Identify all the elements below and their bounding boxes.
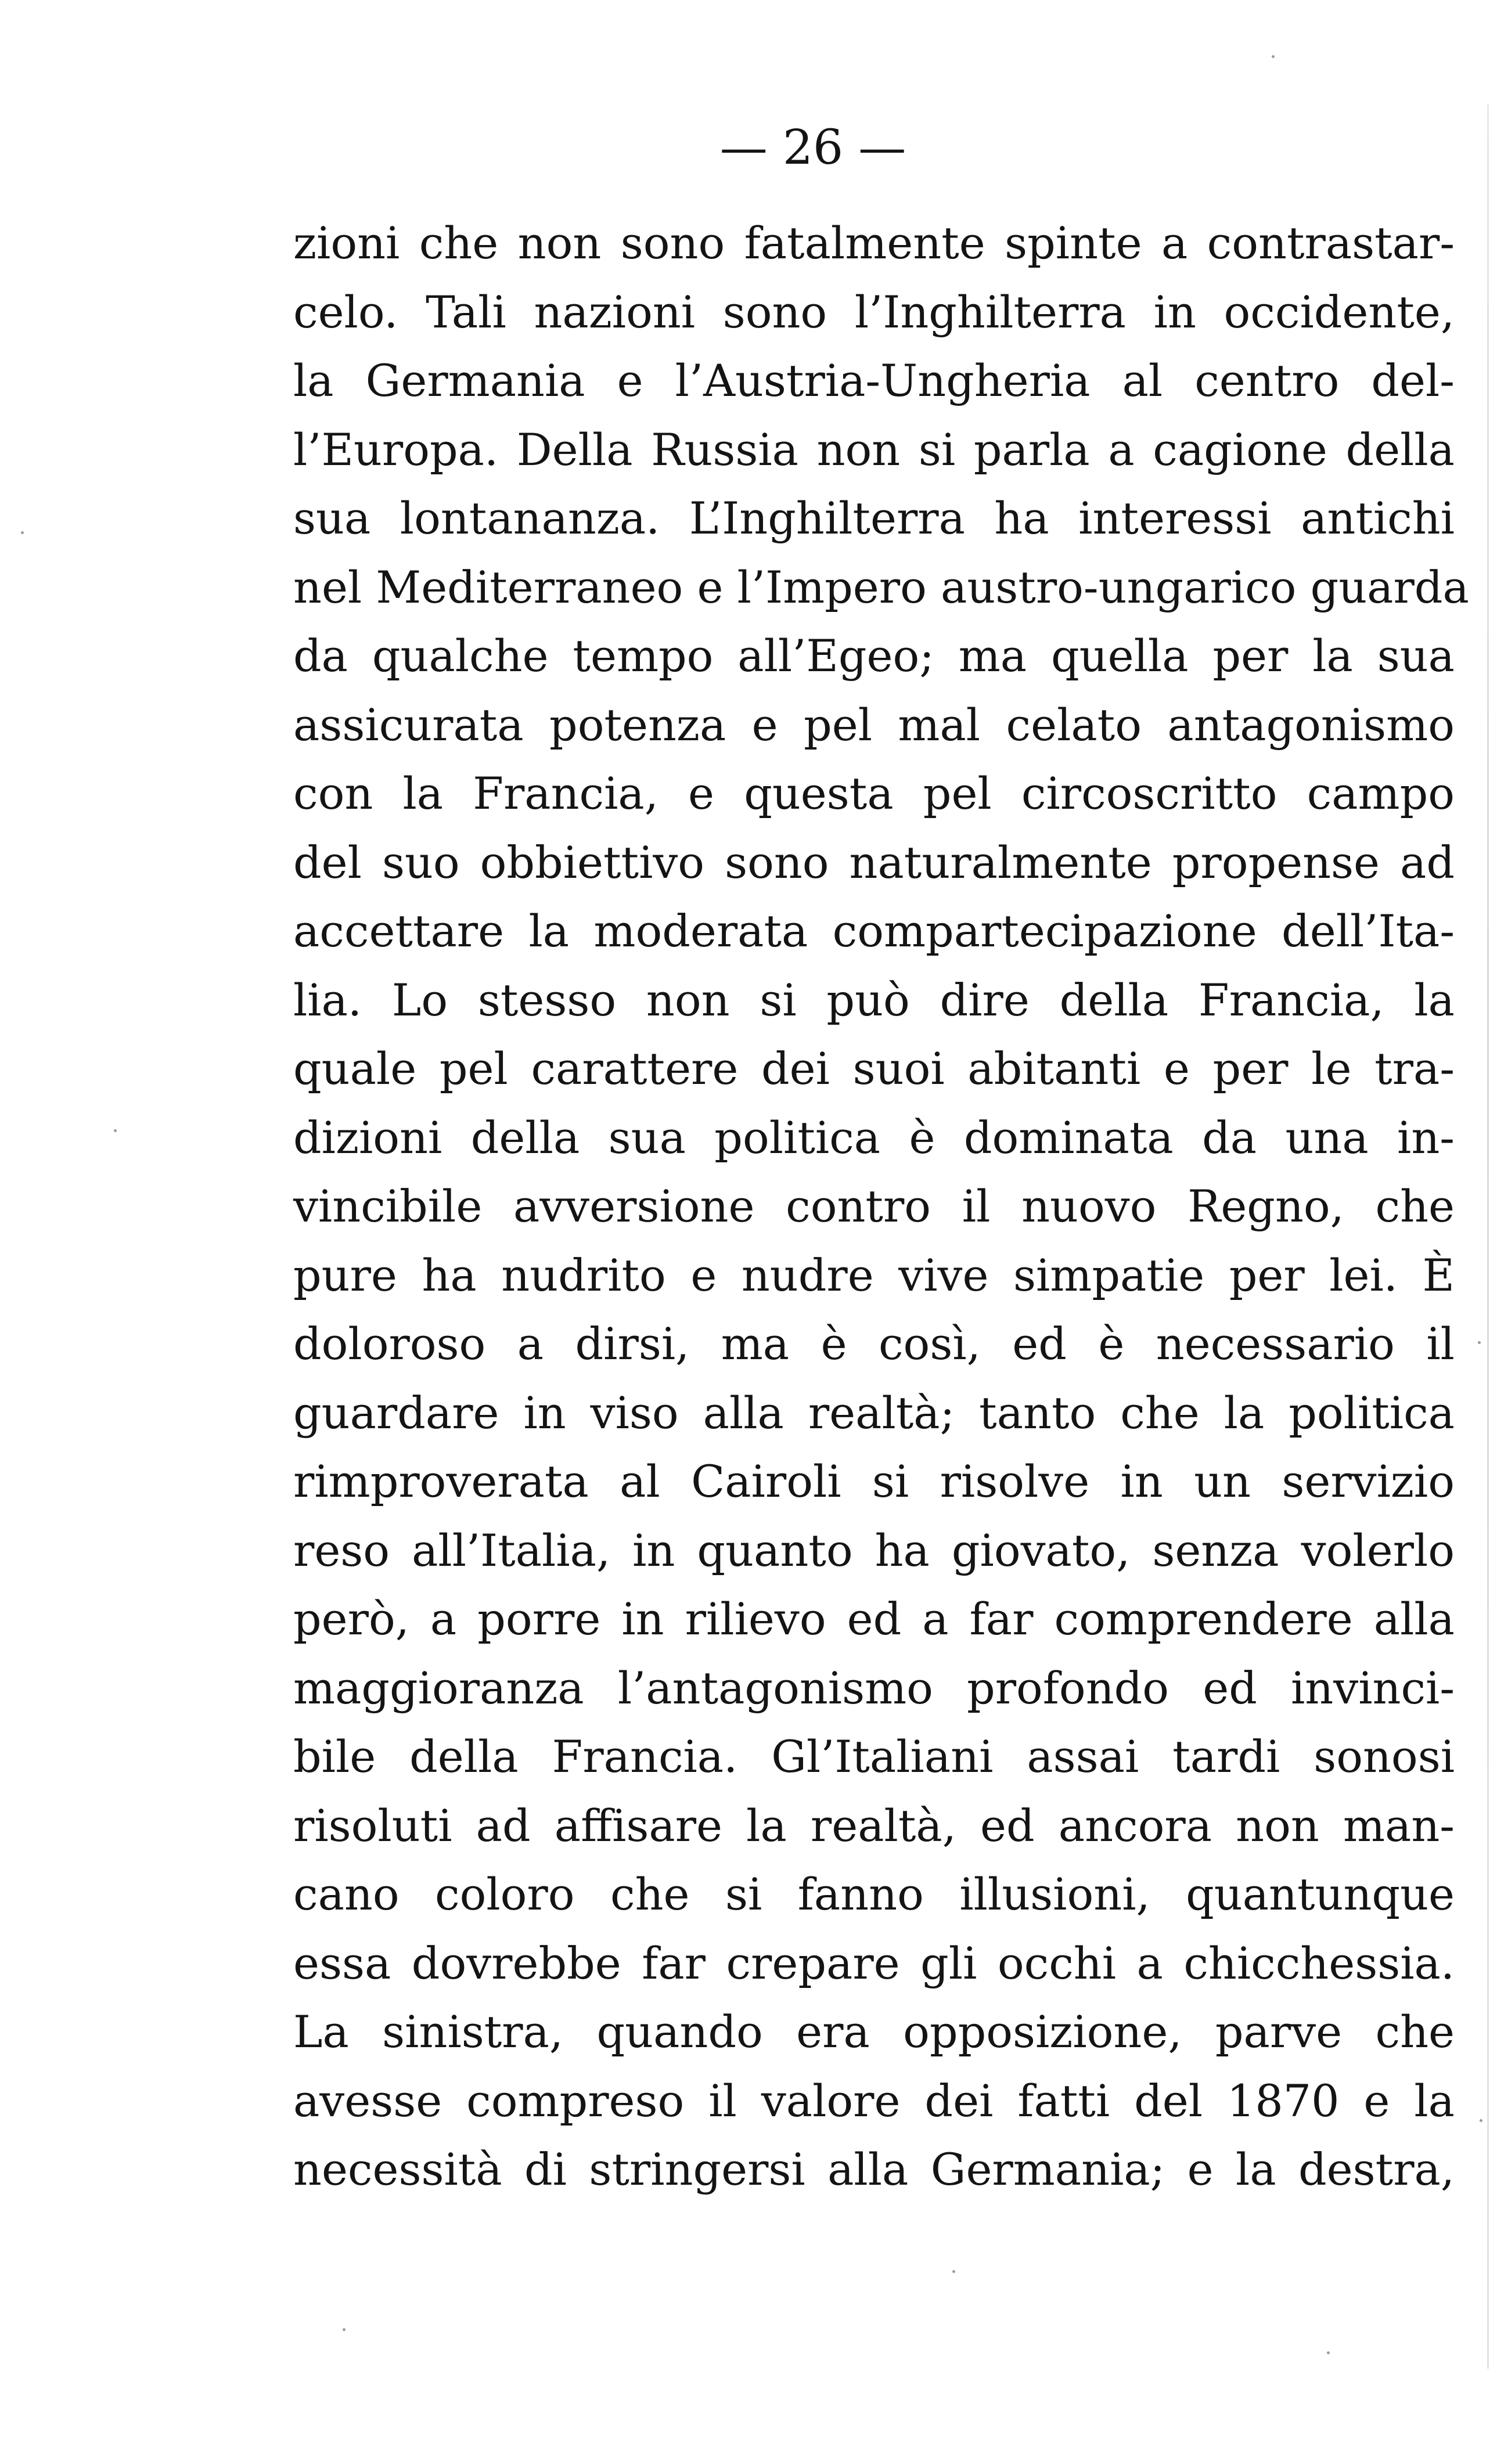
page-number: — 26 — xyxy=(719,120,906,175)
text-line: quale pel carattere dei suoi abitanti e per le tra- xyxy=(293,1043,1455,1094)
scan-speck xyxy=(1480,2119,1482,2122)
text-line: lia. Lo stesso non si può dire della Francia, la xyxy=(293,974,1455,1026)
text-line: dizioni della sua politica è dominata da una in- xyxy=(293,1111,1455,1163)
text-line: da qualche tempo all’Egeo; ma quella per la sua xyxy=(293,630,1455,682)
scan-speck xyxy=(1478,1341,1481,1344)
text-line: necessità di stringersi alla Germania; e la destra, xyxy=(293,2144,1455,2195)
text-line: vincibile avversione contro il nuovo Regno, che xyxy=(293,1180,1455,1232)
scan-speck xyxy=(1327,2351,1330,2354)
page-edge-shadow xyxy=(1487,105,1489,2369)
text-line: zioni che non sono fatalmente spinte a contrastar- xyxy=(293,217,1455,269)
text-line: sua lontananza. L’Inghilterra ha interessi antichi xyxy=(293,492,1455,544)
scan-speck xyxy=(21,531,24,534)
text-line: la Germania e l’Austria-Ungheria al centro del- xyxy=(293,355,1455,406)
scan-speck xyxy=(343,2328,346,2331)
text-line: celo. Tali nazioni sono l’Inghilterra in occidente, xyxy=(293,286,1455,338)
text-line: assicurata potenza e pel mal celato antagonismo xyxy=(293,698,1455,751)
scan-speck xyxy=(1272,55,1275,58)
text-line: pure ha nudrito e nudre vive simpatie per lei. È xyxy=(293,1249,1455,1301)
text-line: con la Francia, e questa pel circoscritto campo xyxy=(293,768,1455,819)
text-line: guardare in viso alla realtà; tanto che la politica xyxy=(293,1386,1455,1439)
text-line: l’Europa. Della Russia non si parla a cagione della xyxy=(293,423,1455,475)
scan-speck xyxy=(114,1129,117,1132)
text-line: bile della Francia. Gl’Italiani assai tardi sonosi xyxy=(293,1731,1455,1782)
text-line: rimproverata al Cairoli si risolve in un servizio xyxy=(293,1456,1455,1507)
text-line: cano coloro che si fanno illusioni, quantunque xyxy=(293,1868,1455,1920)
text-line: reso all’Italia, in quanto ha giovato, senza volerlo xyxy=(293,1524,1455,1576)
text-line: doloroso a dirsi, ma è così, ed è necessario il xyxy=(293,1318,1455,1370)
text-line: del suo obbiettivo sono naturalmente propense ad xyxy=(293,836,1455,888)
text-line: essa dovrebbe far crepare gli occhi a chicchessia. xyxy=(293,1937,1455,1989)
body-text xyxy=(293,209,1469,2204)
text-line: accettare la moderata compartecipazione dell’Ita- xyxy=(293,905,1455,957)
text-line: nel Mediterraneo e l’Impero austro-ungarico guarda xyxy=(293,561,1469,613)
text-line: La sinistra, quando era opposizione, parve che xyxy=(293,2006,1455,2058)
text-line: però, a porre in rilievo ed a far comprendere alla xyxy=(293,1593,1455,1645)
text-line: risoluti ad affisare la realtà, ed ancora non man- xyxy=(293,1799,1455,1851)
text-line: maggioranza l’antagonismo profondo ed invinci- xyxy=(293,1662,1455,1714)
scan-speck xyxy=(952,2270,955,2273)
text-line: avesse compreso il valore dei fatti del 1870 e la xyxy=(293,2074,1455,2127)
